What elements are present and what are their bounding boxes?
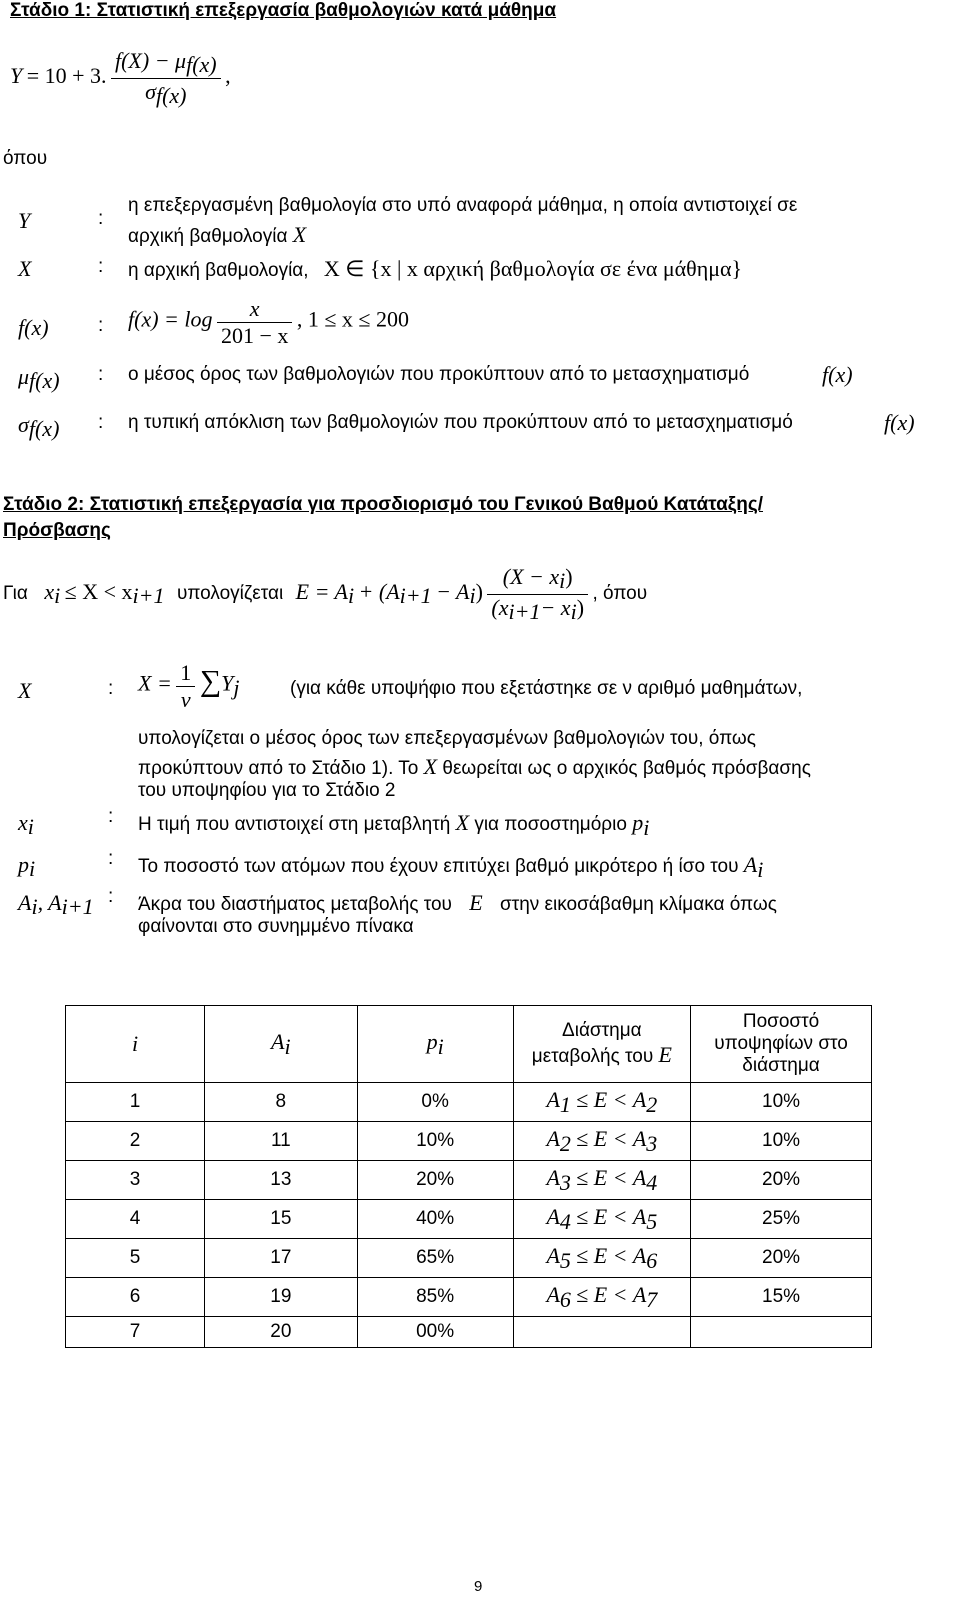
table-row	[66, 1083, 872, 1122]
cell-p: 85%	[357, 1278, 513, 1317]
cell-percent: 20%	[691, 1161, 872, 1200]
cell-interval: $A_1 \le E < A_2$	[513, 1083, 690, 1122]
def-colon: :	[98, 364, 104, 385]
def2-A-symbol: $A_i$, $A_{i+1}$	[18, 890, 94, 920]
cell-A: 8	[205, 1083, 358, 1122]
def2-X-line4: του υποψηφίου για το Στάδιο 2	[138, 780, 396, 801]
def2-xi-text-rest: για ποσοστημόριο	[474, 814, 627, 835]
stage2-title: Στάδιο 2: Στατιστική επεξεργασία για προσδιορισμό του Γενικού Βαθμού Κατάταξης/ Πρόσβασης	[3, 494, 763, 541]
def-fx-symbol: f(x)	[18, 315, 49, 340]
table-row	[66, 1317, 872, 1348]
cell-interval: $A_2 \le E < A_3$	[513, 1122, 690, 1161]
def-Y-text2-sym: X	[292, 222, 307, 247]
cell-percent: 15%	[691, 1278, 872, 1317]
stage1-formula: Y = 10 + 3. $\frac{f(X) - \mu_{f(x)}}{\sigma_{f(x)}}$ ,	[10, 48, 231, 109]
def2-A-text-wrap	[138, 890, 777, 916]
def2-X-symbol: X	[18, 678, 32, 703]
cell-i: 3	[66, 1161, 205, 1200]
def2-X-line3-wrap	[138, 754, 811, 780]
def-Y-text2: αρχική βαθμολογία	[128, 226, 288, 247]
cell-i: 2	[66, 1122, 205, 1161]
def2-xi-text: Η τιμή που αντιστοιχεί στη μεταβλητή	[138, 814, 451, 835]
def-X-text: η αρχική βαθμολογία,	[128, 260, 309, 281]
cell-percent: 10%	[691, 1083, 872, 1122]
cell-interval: $A_6 \le E < A_7$	[513, 1278, 690, 1317]
table-row	[66, 1122, 872, 1161]
cell-i: 4	[66, 1200, 205, 1239]
def2-X-line2: υπολογίζεται ο μέσος όρος των επεξεργασμένων βαθμολογιών του, όπως	[138, 728, 756, 749]
def-colon: :	[108, 678, 114, 699]
cell-A: 20	[205, 1317, 358, 1348]
def2-X-line3-sym: X	[423, 754, 438, 779]
def2-A-text-sym: E	[469, 890, 483, 915]
cell-percent: 20%	[691, 1239, 872, 1278]
stage1-where: όπου	[3, 148, 48, 169]
def2-pi-text-wrap: Το ποσοστό των ατόμων που έχουν επιτύχει βαθμό μικρότερο ή ίσο του $A_i$	[138, 852, 764, 882]
cell-percent: 25%	[691, 1200, 872, 1239]
def-colon: :	[98, 208, 104, 229]
cell-A: 11	[205, 1122, 358, 1161]
def2-A-text-rest: στην εικοσάβαθμη κλίμακα όπως	[499, 894, 777, 915]
def-mu-symbol: $\mu_{f(x)}$	[18, 364, 60, 394]
def-Y-symbol: Y	[18, 208, 31, 233]
table-row	[66, 1239, 872, 1278]
stage2-formula: Για $x_i \le X < x_{i+1}$ υπολογίζεται $E = A_i + (A_{i+1} - A_i)$ $\frac{(X - x_i)}{(x_{i+1}- x_i)}$ , όπου	[3, 564, 648, 625]
cell-p: 40%	[357, 1200, 513, 1239]
cell-percent	[691, 1317, 872, 1348]
def-mu-tail: f(x)	[822, 362, 853, 387]
cell-A: 19	[205, 1278, 358, 1317]
stage1-title: Στάδιο 1: Στατιστική επεξεργασία βαθμολογιών κατά μάθημα	[10, 0, 557, 21]
cell-p: 0%	[357, 1083, 513, 1122]
def-sigma-tail: f(x)	[884, 410, 915, 435]
def-sigma-symbol: $\sigma_{f(x)}$	[18, 412, 60, 442]
def-sigma-text: η τυπική απόκλιση των βαθμολογιών που προκύπτουν από το μετασχηματισμό	[128, 412, 793, 433]
def-Y-text1: η επεξεργασμένη βαθμολογία στο υπό αναφορά μάθημα, η οποία αντιστοιχεί σε	[128, 195, 798, 216]
cell-p: 10%	[357, 1122, 513, 1161]
def2-pi-symbol: $p_i$	[18, 852, 36, 882]
page-number: 9	[474, 1578, 483, 1595]
def2-X-formula: X = $\frac{1}{\nu}$ $\sum Y_j$	[138, 660, 240, 712]
cell-A: 17	[205, 1239, 358, 1278]
header-A: $A_i$	[205, 1006, 358, 1083]
cell-i: 1	[66, 1083, 205, 1122]
header-i: i	[66, 1006, 205, 1083]
cell-p: 20%	[357, 1161, 513, 1200]
cell-p: 00%	[357, 1317, 513, 1348]
def2-X-line1: (για κάθε υποψήφιο που εξετάστηκε σε ν αριθμό μαθημάτων,	[290, 678, 803, 699]
cell-p: 65%	[357, 1239, 513, 1278]
def2-X-line3: προκύπτουν από το Στάδιο 1). Το	[138, 758, 419, 779]
intervals-table	[65, 1005, 872, 1348]
cell-i: 7	[66, 1317, 205, 1348]
table-row	[66, 1200, 872, 1239]
cell-interval: $A_3 \le E < A_4$	[513, 1161, 690, 1200]
def2-pi-tail: A	[743, 852, 758, 877]
header-interval: Διάστημα μεταβολής του E	[513, 1006, 690, 1083]
def-X-text-wrap	[128, 256, 742, 282]
def-colon: :	[98, 315, 104, 336]
def-colon: :	[108, 848, 114, 869]
def2-xi-text-sym: X	[455, 810, 470, 835]
header-percent: Ποσοστό υποψηφίων στο διάστημα	[691, 1006, 872, 1083]
cell-interval: $A_5 \le E < A_6$	[513, 1239, 690, 1278]
def-Y-text2-wrap	[128, 222, 306, 248]
table-body	[66, 1083, 872, 1348]
def-colon: :	[108, 806, 114, 827]
cell-interval	[513, 1317, 690, 1348]
def-X-symbol: X	[18, 256, 32, 281]
table-row	[66, 1161, 872, 1200]
def-fx-formula: f(x) = log $\frac{x}{201 - x}$ , 1 ≤ x ≤ 200	[128, 296, 409, 348]
def-colon: :	[98, 256, 104, 277]
cell-percent: 10%	[691, 1122, 872, 1161]
def-X-set: X ∈ {x | x αρχική βαθμολογία σε ένα μάθημα}	[323, 256, 743, 281]
cell-A: 15	[205, 1200, 358, 1239]
def-mu-text: ο μέσος όρος των βαθμολογιών που προκύπτουν από το μετασχηματισμό	[128, 364, 750, 385]
table-row	[66, 1278, 872, 1317]
def2-pi-text: Το ποσοστό των ατόμων που έχουν επιτύχει βαθμό μικρότερο ή ίσο του	[138, 856, 739, 877]
def-colon: :	[108, 886, 114, 907]
header-p: $p_i$	[357, 1006, 513, 1083]
def2-X-line3-rest: θεωρείται ως ο αρχικός βαθμός πρόσβασης	[442, 758, 811, 779]
cell-i: 6	[66, 1278, 205, 1317]
def2-xi-tail: p	[632, 810, 644, 835]
cell-i: 5	[66, 1239, 205, 1278]
cell-interval: $A_4 \le E < A_5$	[513, 1200, 690, 1239]
table-header-row	[66, 1006, 872, 1083]
def-colon: :	[98, 412, 104, 433]
def2-xi-symbol: $x_i$	[18, 810, 34, 840]
def2-A-line2: φαίνονται στο συνημμένο πίνακα	[138, 916, 414, 937]
cell-A: 13	[205, 1161, 358, 1200]
def2-A-text: Άκρα του διαστήματος μεταβολής του	[138, 894, 452, 915]
def2-xi-text-wrap: Η τιμή που αντιστοιχεί στη μεταβλητή X για ποσοστημόριο $p_i$	[138, 810, 650, 840]
